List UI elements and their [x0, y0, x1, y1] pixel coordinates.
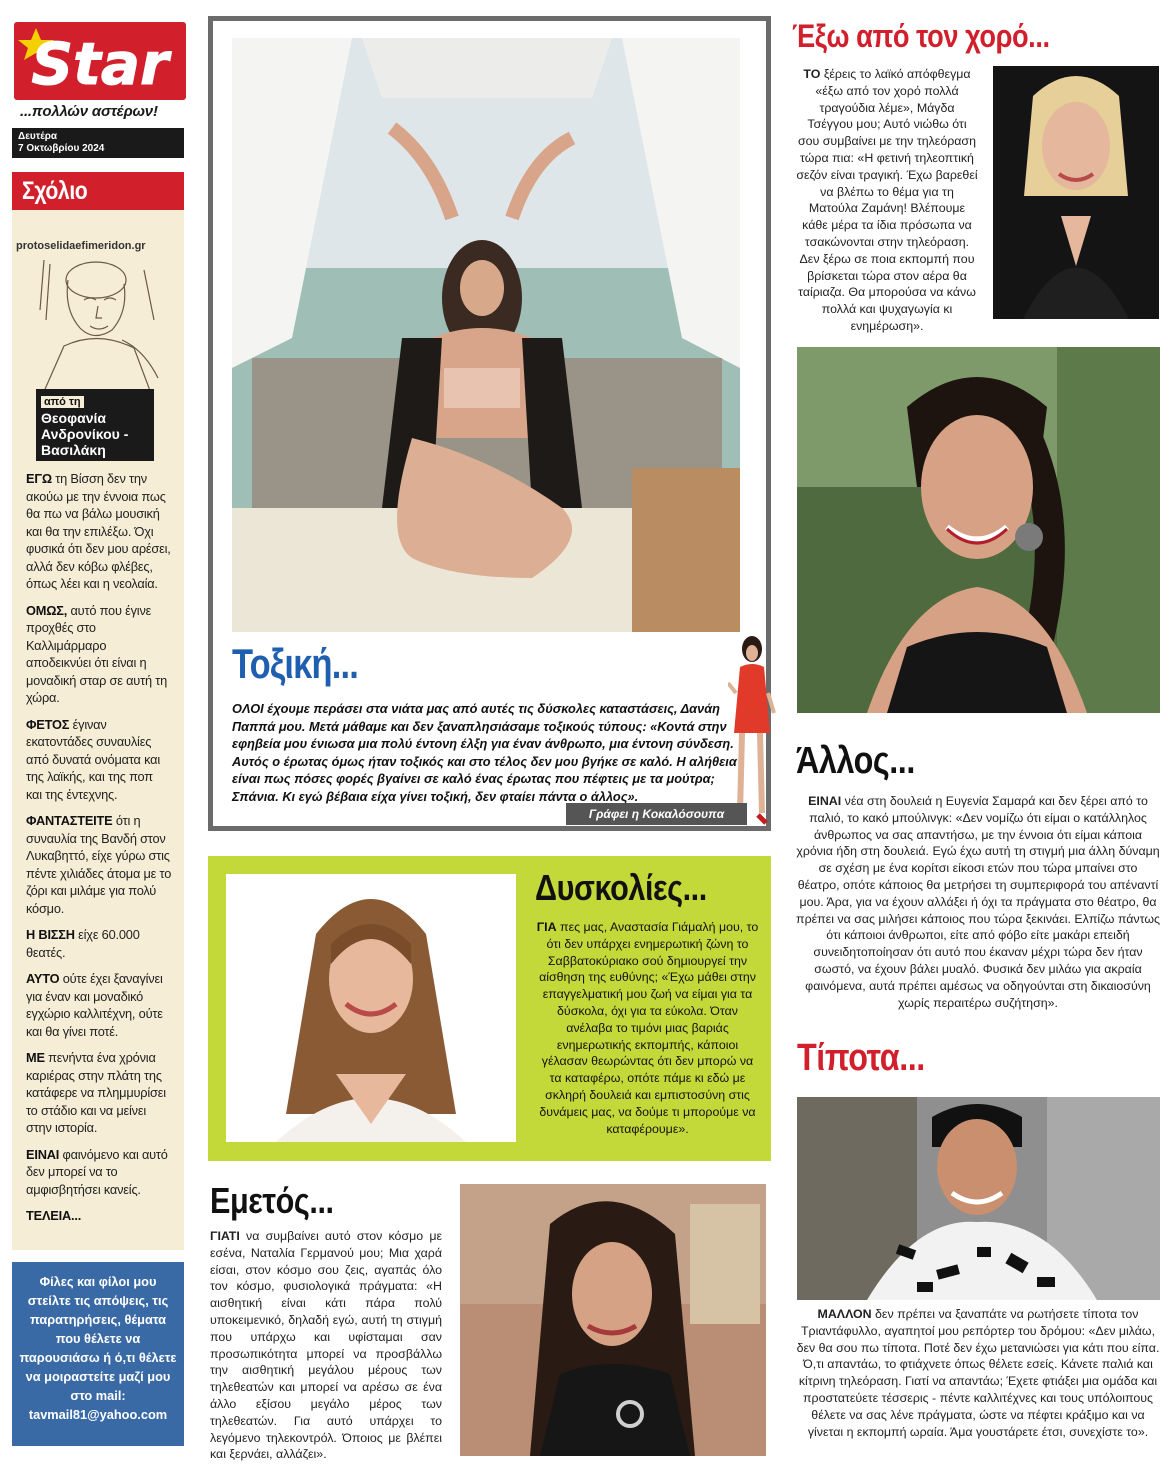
paragraph-text: νέα στη δουλειά η Ευγενία Σαμαρά και δεν ξέρει από το παλιό, το κακό μπούλινγκ: «Δεν νομίζω ότι είμαι ο κατάλληλος άνθρωπος να σας απαντήσω, με την έννοια ότι είμαι κάποια χρόνια ήδη στη δουλειά. Εγώ έχω αυτή τη στιγμή μια άλλη δύναμη σε σχέση με ένα κορίτσι είκοσι ετών που τώρα μπαίνει στο θέατρο, οπότε κάποιος θα μετρήσει τη συμπεριφορά του απέναντί μου. Άρα, για να έχουν αλλάξει ή όχι τα πράγματα στο θέατρο, θα πρέπει να σας μιλήσει κάποιος που τώρα ξεκινάει. Ελπίζω πάντως ότι κάποιοι άνθρωποι, είτε από φόβο είτε μακάρι επειδή συνειδητοποίησαν ότι αυτό που έκαναν μέχρι τώρα δεν ήταν σωστό, να έχουν βάλει μυαλό. Φυσικά δεν μιλάω για ακραία φαινόμενα, αυτά πρέπει αμέσως να οδηγούνται στη δικαιοσύνη χωρίς περαιτέρω συζήτηση».	[796, 794, 1160, 1010]
column-paragraph	[26, 716, 172, 804]
feature-photo	[232, 38, 740, 632]
dyskolies-photo	[226, 874, 516, 1142]
star-logo	[14, 22, 186, 100]
watermark: protoselidaefimeridon.gr	[16, 240, 146, 252]
paragraph-lead: ΕΓΩ	[26, 471, 52, 486]
paragraph-lead: ΜΕ	[26, 1050, 45, 1065]
author-name: Θεοφανία Ανδρονίκου - Βασιλάκη	[41, 410, 129, 458]
contact-text: Φίλες και φίλοι μου στείλτε τις απόψεις, τις παρατηρήσεις, θέματα που θέλετε να παρουσιάσω ή ό,τι θέλετε να μοιραστείτε μαζί μου στο mail:	[19, 1274, 177, 1403]
column-paragraph	[26, 602, 172, 707]
paragraph-text: ούτε έχει ξαναγίνει για έναν και μοναδικό εγχώριο καλλιτέχνη, ούτε και θα γίνει ποτέ.	[26, 971, 163, 1039]
date-bar	[12, 128, 184, 158]
paragraph-text: είχε 60.000 θεατές.	[26, 927, 140, 960]
tipota-title: Τίποτα...	[797, 1037, 925, 1079]
column-body	[26, 470, 172, 1234]
star-logo-text: Star	[31, 30, 169, 98]
tipota-photo	[797, 1097, 1160, 1300]
paragraph-text: φαινόμενο και αυτό δεν μπορεί να το αμφισβητήσει κανείς.	[26, 1146, 168, 1197]
column-paragraph	[26, 1146, 172, 1199]
paragraph-lead: Η ΒΙΣΣΗ	[26, 927, 75, 942]
paragraph-text: να συμβαίνει αυτό στον κόσμο με εσένα, Ναταλία Γερμανού μου; Μια χαρά είσαι, στον κόσμο σου ζεις, αγαπάς όλο τον κόσμο, φυσιολογικά πράγματα: «Η αισθητική είναι κάτι πάρα πολύ υποκειμενικό, δηλαδή εγώ, αυτή τη στιγμή που υπάρχω και υφίσταμαι σαν προσωπικότητα μπορεί να προσβάλλω την αισθητική μεγάλου μέρους των τηλεθεατών και μπορεί να αρέσω σε ένα άλλο εξίσου μεγάλο μέρος των τηλεθεατών. Για αυτό υπάρχει το λεγόμενο τηλεκοντρόλ. Όποιος με βλέπει και ξερνάει, αλλάζει».	[210, 1229, 442, 1462]
author-sketch-image	[24, 250, 174, 398]
column-paragraph	[26, 1049, 172, 1137]
byline: Γράφει η Κοκαλόσουπα	[566, 803, 747, 825]
emetos-text	[210, 1228, 442, 1463]
paragraph-lead: ΓΙΑ	[536, 920, 557, 934]
column-paragraph	[26, 812, 172, 917]
feature-text: ΟΛΟΙ έχουμε περάσει στα νιάτα μας από αυτές τις δύσκολες καταστάσεις, Δανάη Παππά μου. Μετά μάθαμε και δεν ξαναπλησιάσαμε τοξικούς τύπους: «Κοντά στην εφηβεία μου ένιωσα μια πολύ έντονη έλξη για έναν άνθρωπο, μια έντονη σύνδεση. Αυτός ο έρωτας όμως ήταν τοξικός και στο τέλος δεν μου βγήκε σε καλό. Η αλήθεια είναι πως πόσες φορές βγαίνει σε καλό ένας έρωτας που πέφτεις με τα μούτρα; Σπάνια. Κι εγώ βέβαια είχα γίνει τοξική, δεν φταίει πάντα ο άλλος».	[232, 701, 737, 804]
contact-email[interactable]: tavmail81@yahoo.com	[28, 1407, 168, 1422]
emetos-photo	[460, 1184, 766, 1456]
paragraph-lead: ΤΕΛΕΙΑ...	[26, 1208, 82, 1223]
author-prefix: από τη	[41, 396, 84, 408]
date-full: 7 Οκτωβρίου 2024	[18, 143, 105, 154]
emetos-title: Εμετός...	[210, 1180, 334, 1221]
paragraph-lead: ΦΕΤΟΣ	[26, 716, 70, 732]
paragraph-lead: ΜΑΛΛΟΝ	[817, 1307, 872, 1321]
paragraph-lead: ΦΑΝΤΑΣΤΕΙΤΕ	[26, 813, 113, 828]
exo-photo	[993, 66, 1159, 319]
paragraph-lead: ΑΥΤΟ	[26, 971, 60, 986]
paragraph-text: ότι η συναυλία της Βανδή στον Λυκαβηττό, είχε γύρω στις πέντε χιλιάδες άτομα με το ζόρι και μιλάμε για πολύ κόσμο.	[26, 813, 172, 916]
paragraph-lead: ΕΙΝΑΙ	[808, 794, 842, 808]
paragraph-text: τη Βίσση δεν την ακούω με την έννοια πως θα πω να βάλω μουσική και θα την επιλέξω. Όχι φυσικά ότι δεν μου αρέσει, αλλά δεν κόβω φλέβες, όπως λέει και η νεολαία.	[26, 471, 171, 591]
allos-text	[796, 793, 1160, 1011]
tagline: ...πολλών αστέρων!	[20, 103, 158, 120]
columnist-figure	[728, 633, 776, 829]
exo-title: Έξω από τον χορό...	[792, 18, 1050, 54]
paragraph-lead: ΤΟ	[803, 67, 821, 81]
paragraph-lead: ΓΙΑΤΙ	[210, 1229, 240, 1243]
dyskolies-text	[535, 919, 760, 1137]
column-paragraph	[26, 970, 172, 1040]
paragraph-text: πενήντα ένα χρόνια καριέρας στην πλάτη της κατάφερε να πλημμυρίσει το στάδιο και να μείνει στην ιστορία.	[26, 1050, 166, 1135]
column-paragraph	[26, 1207, 172, 1225]
tipota-text	[796, 1306, 1160, 1440]
contact-box	[12, 1262, 184, 1446]
paragraph-text: πες μας, Αναστασία Γιάμαλή μου, το ότι δεν υπάρχει ενημερωτική ζώνη το Σαββατοκύριακο σού δημιουργεί την αίσθηση της ευθύνης; «Έχω μάθει στην επαγγελματική μου ζωή να είμαι για τα δύσκολα, όχι για τα εύκολα. Όταν ανέλαβα το τιμόνι μιας βαριάς ενημερωτικής εκπομπής, κάποιοι γέλασαν θεωρώντας ότι δεν μπορώ να τα καταφέρω, οπότε πάμε κι εδώ με σκληρή δουλειά και εμπιστοσύνη στις δυνάμεις μας, να δούμε τι μπορούμε να καταφέρουμε».	[539, 920, 759, 1136]
paragraph-text: αυτό που έγινε προχθές στο Καλλιμάρμαρο αποδεικνύει ότι είναι η μοναδική σταρ σε αυτή τη χώρα.	[26, 602, 167, 705]
allos-title: Άλλος...	[796, 740, 915, 782]
star-logo-graphic	[14, 22, 186, 100]
paragraph-text: δεν πρέπει να ξαναπάτε να ρωτήσετε τίποτα τον Τριαντάφυλλο, αγαπητοί μου ρεπόρτερ του δρόμου: «Δεν μιλάω, δεν θα σου πω τίποτα. Ποτέ δεν έχω μετανιώσει για κάτι που είπα. Ό,τι απαντάω, το φτιάχνετε όπως θέλετε εσείς. Κάνετε παλιά και κίτρινη τηλεόραση. Γιατί να απαντάω; Έχετε φτιάξει μια ομάδα και προστατεύετε τέσσερις - πέντε καλλιτέχνες και τους υπόλοιπους θέλετε να σας λένε πράγματα, ώστε να πέφτει κράξιμο και να γίνεται η εκπομπή ωραία. Άμα γουστάρετε έτσι, συνεχίστε το».	[796, 1307, 1160, 1439]
paragraph-lead: ΕΙΝΑΙ	[26, 1146, 60, 1162]
column-header-bar	[12, 172, 184, 210]
column-paragraph	[26, 470, 172, 593]
allos-photo	[797, 347, 1160, 713]
dyskolies-title: Δυσκολίες...	[535, 867, 707, 908]
paragraph-text: ξέρεις το λαϊκό απόφθεγμα «έξω από τον χορό πολλά τραγούδια λέμε», Μάγδα Τσέγγου μου; Αυτό νιώθω ότι σου συμβαίνει με την τηλεόραση τώρα πια: «Η φετινή τηλεοπτική σεζόν είναι τραγική. Έχω βαρεθεί να βλέπω το θέμα για τη Ματούλα Ζαμάνη! Βλέπουμε κάθε μέρα τα ίδια πρόσωπα να τσακώνονται στην τηλεόραση. Δεν ξέρω σε ποια εκπομπή που βρίσκεται τώρα στον αέρα θα ταίριαζα. Θα μπορούσα να κάνω πολλά και ψυχαγωγία κι ενημέρωση».	[796, 67, 978, 333]
column-header: Σχόλιο	[22, 177, 88, 205]
paragraph-lead: ΟΜΩΣ,	[26, 602, 68, 618]
paragraph-text: έγιναν εκατοντάδες συναυλίες από δυνατά ονόματα και της λαϊκής, και της ποπ και της έντεχνης.	[26, 716, 160, 802]
exo-text	[796, 66, 978, 335]
column-paragraph	[26, 926, 172, 961]
author-box	[36, 389, 154, 461]
feature-title: Τοξική...	[232, 640, 358, 687]
date-day: Δευτέρα	[18, 131, 58, 142]
